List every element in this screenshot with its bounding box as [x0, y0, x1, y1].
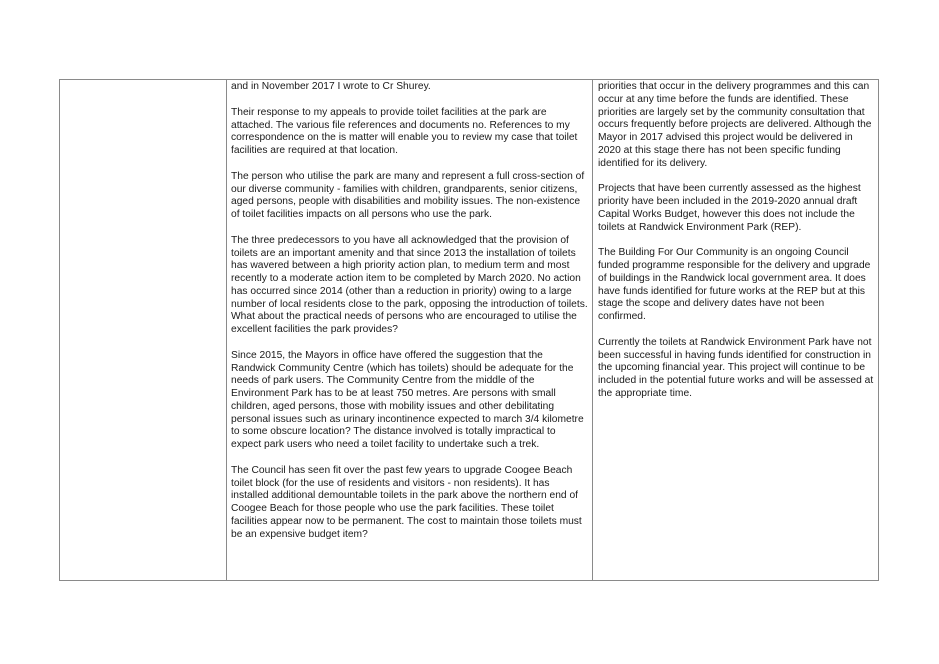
document-table [59, 79, 879, 581]
submission-paragraph-4: The three predecessors to you have all acknowledged that the provision of toilets are an important amenity and that since 2013 the installation of toilets has wavered between a high priority action plan, to medium term and most recently to a moderate action item to be completed by March 2020. No action has occurred since 2014 (other than a reduction in priority) owing to a large number of local residents close to the park, opposing the introduction of toilets. What about the practical needs of persons who are encouraged to utilise the excellent facilities the park provides? [231, 234, 588, 335]
submission-paragraph-2: Their response to my appeals to provide toilet facilities at the park are attached. The various file references and documents no. References to my correspondence on the is matter will enable you to review my case that toilet facilities are required at that location. [231, 106, 578, 156]
table-cell-empty [60, 80, 227, 580]
submission-paragraph-3: The person who utilise the park are many and represent a full cross-section of our diverse community - families with children, grandparents, senior citizens, aged persons, people with disabilities and mobility issues. The non-existence of toilet facilities impacts on all persons who use the park. [231, 170, 585, 220]
response-paragraph-3: The Building For Our Community is an ongoing Council funded programme responsible for the delivery and upgrade of buildings in the Randwick local government area. It does have funds identified for future works at the REP but at this stage the scope and delivery dates have not been confirmed. [598, 247, 871, 322]
submission-paragraph-5: Since 2015, the Mayors in office have offered the suggestion that the Randwick Community Centre (which has toilets) should be adequate for the needs of park users. The Community Centre from the middle of the Environment Park has to be at least 750 metres. Are persons with small children, aged persons, those with mobility issues and other debilitating personal issues such as urinary incontinence expected to march 3/4 kilometre to some obscure location? The distance involved is totally impractical to expect park users who need a toilet facility to undertake such a trek. [231, 349, 584, 450]
table-cell-submission [227, 80, 593, 580]
response-paragraph-4: Currently the toilets at Randwick Environment Park have not been successful in having funds identified for construction in the upcoming financial year. This project will continue to be included in the potential future works and will be assessed at the appropriate time. [598, 336, 874, 399]
submission-paragraph-1: and in November 2017 I wrote to Cr Shurey. [231, 81, 431, 92]
response-paragraph-2: Projects that have been currently assessed as the highest priority have been included in the 2019-2020 annual draft Capital Works Budget, however this does not include the toilets at Randwick Environment Park (REP). [598, 183, 861, 233]
response-paragraph-1: priorities that occur in the delivery programmes and this can occur at any time before the funds are identified. These priorities are largely set by the community consultation that occurs frequently before projects are delivered. Although the Mayor in 2017 advised this project would be delivered in 2020 at this stage there has not been specific funding identified for its delivery. [598, 81, 872, 169]
submission-paragraph-6: The Council has seen fit over the past few years to upgrade Coogee Beach toilet block (for the use of residents and visitors - non residents). It has installed additional demountable toilets in the park above the northern end of Coogee Beach for those people who use the park facilities. These toilet facilities appear now to be permanent. The cost to maintain those toilets must be an expensive budget item? [231, 464, 582, 540]
table-cell-response [593, 80, 878, 580]
